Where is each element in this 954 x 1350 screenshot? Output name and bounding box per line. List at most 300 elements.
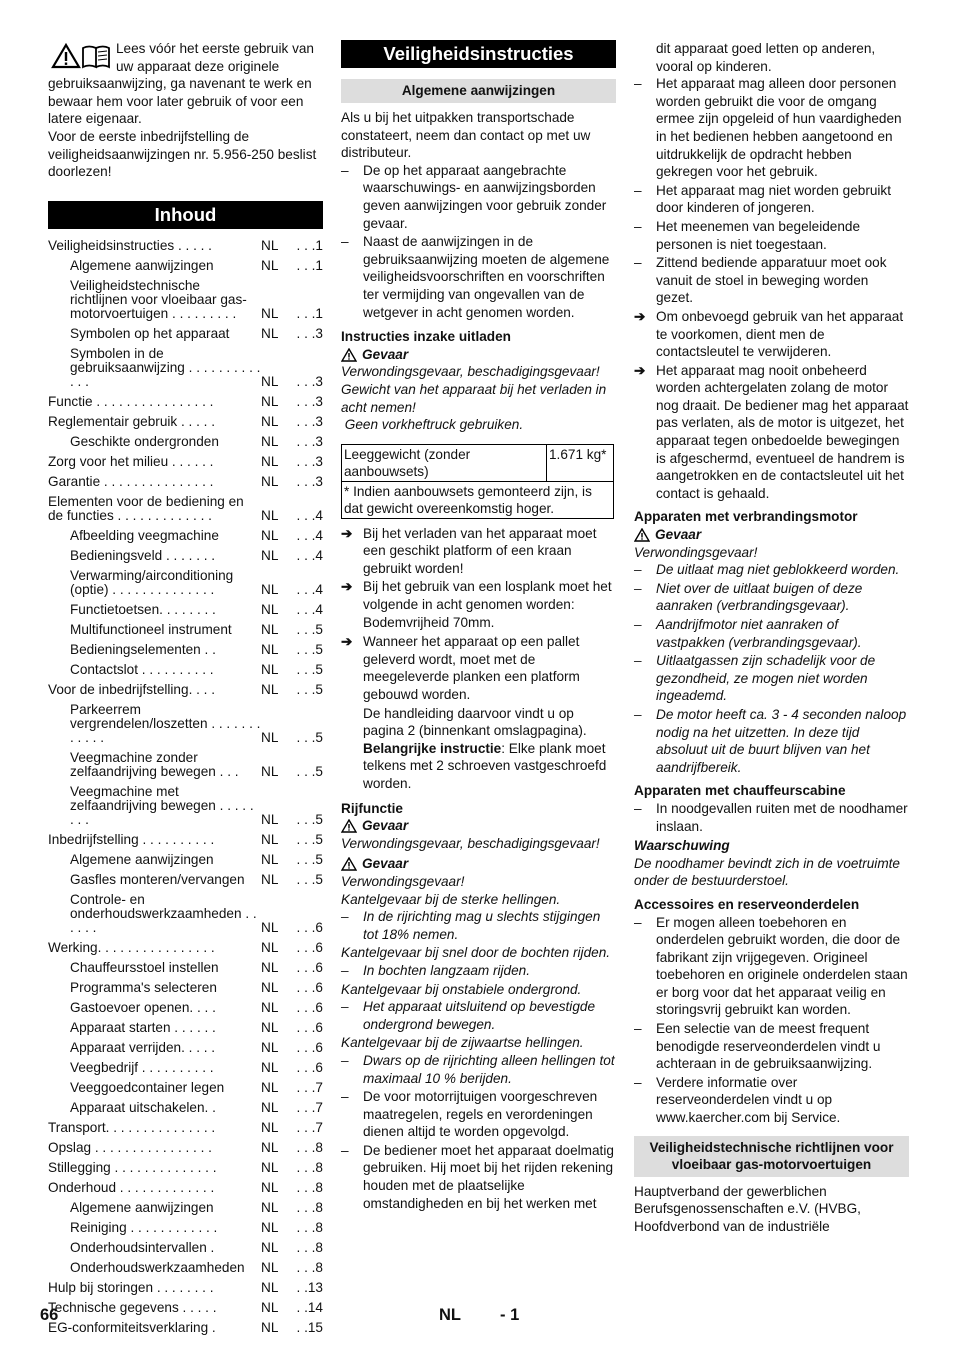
toc-entry[interactable] bbox=[48, 415, 323, 429]
toc-entry-title: Apparaat uitschakelen bbox=[70, 1099, 205, 1115]
toc-entry-title: Werking bbox=[48, 939, 98, 955]
toc-entry-title: Veiligheidstechnische richtlijnen voor vloeibaar gas-motorvoertuigen bbox=[70, 277, 247, 321]
toc-entry[interactable] bbox=[48, 941, 323, 955]
toc-entry-title: Gasfles monteren/vervangen bbox=[70, 871, 245, 887]
toc-entry-page: . . .8 bbox=[296, 1139, 323, 1155]
toc-entry-page: . . .4 bbox=[296, 601, 323, 617]
tip-list bbox=[341, 962, 616, 980]
toc-entry-title: Elementen voor de bediening en de functies bbox=[48, 493, 244, 523]
toc-entry-page: . . .6 bbox=[296, 1039, 323, 1055]
arrow-item: ➔ Het apparaat mag nooit onbeheerd worden achtergelaten zolang de motor nog draait. De bediener mag het apparaat pas verlaten, als de motor is uitgezet, het apparaat tegen onbedoelde bewegingen is afgeschermd, eventueel de handrem is aangetrokken en de contactsleutel uit het contact is gehaald. bbox=[634, 362, 909, 501]
arrow-icon: ➔ bbox=[341, 634, 353, 650]
toc-entry-title: Inbedrijfstelling bbox=[48, 831, 139, 847]
toc-entry-lang: NL bbox=[261, 999, 279, 1015]
toc-entry[interactable] bbox=[48, 981, 323, 995]
toc-entry-lang: NL bbox=[261, 681, 279, 697]
toc-entry-page: . . .1 bbox=[296, 305, 323, 321]
toc-entry[interactable] bbox=[48, 1141, 323, 1155]
toc-entry-page: . . .4 bbox=[296, 527, 323, 543]
lpg-text: Hauptverband der gewerblichen Berufsgenossenschaften e.V. (HVBG, Hoofdverbond van de industriële bbox=[634, 1183, 861, 1234]
tip: Kantelgevaar bij snel door de bochten rijden. bbox=[341, 945, 611, 961]
toc-entry-dots: . . . . . bbox=[177, 413, 215, 429]
toc-entry[interactable] bbox=[48, 961, 323, 975]
toc-entry-lang: NL bbox=[261, 325, 279, 341]
toc-entry-page: . . .3 bbox=[296, 433, 323, 449]
toc-entry-title: Controle- en onderhoudswerkzaamheden bbox=[70, 891, 242, 921]
toc-entry-title: Veegmachine zonder zelfaandrijving bewegen bbox=[70, 749, 216, 779]
toc-entry[interactable] bbox=[48, 435, 323, 449]
toc-entry[interactable] bbox=[48, 1101, 323, 1115]
page-number: 66 bbox=[40, 1306, 59, 1324]
toc-entry-page: . . .5 bbox=[296, 641, 323, 657]
toc-entry[interactable] bbox=[48, 475, 323, 489]
toc-entry-lang: NL bbox=[261, 601, 279, 617]
toc-entry-dots: . . . . . . . . . . . . . . . bbox=[100, 473, 214, 489]
toc-entry-lang: NL bbox=[261, 1139, 279, 1155]
toc-entry-title: Zorg voor het milieu bbox=[48, 453, 169, 469]
toc-title: Inhoud bbox=[48, 201, 323, 229]
list-item: – In bochten langzaam rijden. bbox=[341, 962, 616, 980]
warning-text: De noodhamer bevindt zich in de voetruimte onder de bestuurderstoel. bbox=[634, 855, 900, 889]
toc-entry-title: Bedieningsveld bbox=[70, 547, 163, 563]
toc-entry-dots: . . . . . . . . bbox=[159, 601, 216, 617]
toc-entry[interactable] bbox=[48, 1081, 323, 1095]
toc-entry[interactable] bbox=[48, 1241, 323, 1255]
tip-list bbox=[341, 998, 616, 1033]
toc-entry[interactable] bbox=[48, 395, 323, 409]
list-item: – In noodgevallen ruiten met de noodhamer inslaan. bbox=[634, 800, 909, 835]
cabin-list bbox=[634, 800, 909, 835]
toc-entry-lang: NL bbox=[261, 729, 279, 745]
toc-entry[interactable] bbox=[48, 1161, 323, 1175]
toc-entry-lang: NL bbox=[261, 305, 279, 321]
toc-entry[interactable] bbox=[48, 1261, 323, 1275]
toc-entry-page: . .15 bbox=[296, 1319, 323, 1335]
toc-entry-dots: . . . . . bbox=[178, 1299, 217, 1315]
toc-entry-lang: NL bbox=[261, 433, 279, 449]
toc-entry-page: . . .7 bbox=[296, 1119, 323, 1135]
toc-entry-dots: . . . . . . bbox=[70, 905, 257, 935]
toc-entry-title: Gastoevoer openen bbox=[70, 999, 190, 1015]
toc-entry[interactable] bbox=[48, 1301, 323, 1315]
toc-entry-title: Apparaat starten bbox=[70, 1019, 171, 1035]
toc-entry-lang: NL bbox=[261, 413, 279, 429]
left-column bbox=[48, 40, 323, 1341]
list-item-continued: dit apparaat goed letten op anderen, vooral op kinderen. bbox=[656, 41, 876, 74]
toc-entry-page: . . .1 bbox=[296, 237, 323, 253]
toc-entry-dots: . . . . bbox=[188, 681, 215, 697]
toc-entry-lang: NL bbox=[261, 453, 279, 469]
toc-entry-page: . . .3 bbox=[296, 473, 323, 489]
list-item: – Naast de aanwijzingen in de gebruiksaanwijzing moeten de algemene veiligheidsvoorschriften en voorschriften ter vermijding van ongevallen van de wetgever in acht genomen worden. bbox=[341, 233, 616, 321]
toc-entry-lang: NL bbox=[261, 1239, 279, 1255]
intro-paragraph-2: Voor de eerste inbedrijfstelling de veiligheidsaanwijzingen nr. 5.956-250 beslist doorlezen! bbox=[48, 128, 317, 180]
toc-entry-title: Technische gegevens bbox=[48, 1299, 179, 1315]
toc-entry-title: Reiniging bbox=[70, 1219, 127, 1235]
toc-entry-title: Veeggoedcontainer legen bbox=[70, 1079, 225, 1095]
list-item: – Niet over de uitlaat buigen of deze aanraken (verbrandingsgevaar). bbox=[634, 580, 909, 615]
toc-entry-title: Garantie bbox=[48, 473, 101, 489]
danger-label: Gevaar bbox=[341, 346, 616, 364]
driving-heading: Rijfunctie bbox=[341, 800, 403, 816]
toc-entry[interactable] bbox=[48, 873, 323, 887]
toc-entry-dots: . . . . . . . . . . . . . . bbox=[110, 1159, 217, 1175]
unload-cont: De handleiding daarvoor vindt u op pagina 2 (binnenkant omslagpagina). bbox=[363, 705, 587, 739]
toc-entry-page: . . .4 bbox=[296, 581, 323, 597]
toc-entry-page: . . .5 bbox=[296, 661, 323, 677]
toc-entry-dots: . . . . . . . . . . bbox=[138, 1059, 214, 1075]
list-item: – Een selectie van de meest frequent benodigde reserveonderdelen vindt u achteraan in de gebruiksaanwijzing. bbox=[634, 1020, 909, 1073]
toc-entry-page: . . .7 bbox=[296, 1099, 323, 1115]
toc-entry[interactable] bbox=[48, 603, 323, 617]
lpg-heading: Veiligheidstechnische richtlijnen voor vloeibaar gas-motorvoertuigen bbox=[634, 1136, 909, 1177]
toc-entry-page: . .13 bbox=[296, 1279, 323, 1295]
tip: Kantelgevaar bij de sterke hellingen. bbox=[341, 891, 561, 907]
weight-value: 1.671 kg* bbox=[547, 444, 614, 481]
weight-table bbox=[341, 444, 614, 519]
toc-entry-title: Reglementair gebruik bbox=[48, 413, 178, 429]
driving-list-continued bbox=[634, 75, 909, 307]
toc-entry-page: . . .5 bbox=[296, 831, 323, 847]
toc-entry-lang: NL bbox=[261, 939, 279, 955]
arrow-icon: ➔ bbox=[341, 579, 353, 595]
general-heading: Algemene aanwijzingen bbox=[341, 79, 616, 103]
toc-entry[interactable] bbox=[48, 893, 323, 935]
list-item: – Het meenemen van begeleidende personen is niet toegestaan. bbox=[634, 218, 909, 253]
tip-list bbox=[341, 1052, 616, 1087]
list-item: – Uitlaatgassen zijn schadelijk voor de gezondheid, ze mogen niet worden ingeademd. bbox=[634, 652, 909, 705]
toc-entry-lang: NL bbox=[261, 1219, 279, 1235]
toc-entry-lang: NL bbox=[261, 1119, 279, 1135]
toc-entry-dots: . . . . . bbox=[181, 1039, 216, 1055]
toc-entry-page: . . .8 bbox=[296, 1259, 323, 1275]
toc-entry-dots: . . . . . . bbox=[168, 453, 214, 469]
list-item: – Zittend bediende apparatuur moet ook vanuit de stoel in beweging worden gezet. bbox=[634, 254, 909, 307]
toc-entry-lang: NL bbox=[261, 1259, 279, 1275]
toc-entry-lang: NL bbox=[261, 1199, 279, 1215]
toc-entry[interactable] bbox=[48, 1121, 323, 1135]
toc-entry-title: Bedieningselementen bbox=[70, 641, 201, 657]
toc-entry-title: Algemene aanwijzingen bbox=[70, 1199, 214, 1215]
toc-entry-title: Algemene aanwijzingen bbox=[70, 851, 214, 867]
weight-label: Leeggewicht (zonder aanbouwsets) bbox=[342, 444, 547, 481]
toc-entry-title: Stillegging bbox=[48, 1159, 111, 1175]
general-intro: Als u bij het uitpakken transportschade constateert, neem dan contact op met uw distributeur. bbox=[341, 110, 591, 161]
toc-entry-lang: NL bbox=[261, 851, 279, 867]
list-item: – Aandrijfmotor niet aanraken of vastpakken (verbrandingsgevaar). bbox=[634, 616, 909, 651]
toc-entry-title: Verwarming/airconditioning (optie) bbox=[70, 567, 234, 597]
unload-heading: Instructies inzake uitladen bbox=[341, 329, 511, 345]
toc-entry-dots: . . . . . . . . . . . . bbox=[70, 715, 261, 745]
table-of-contents bbox=[48, 239, 323, 1335]
toc-entry-lang: NL bbox=[261, 1079, 279, 1095]
toc-entry-page: . . .8 bbox=[296, 1239, 323, 1255]
accessories-heading: Accessoires en reserveonderdelen bbox=[634, 896, 860, 912]
toc-entry-dots: . . . . . . . . . . . . . . . . bbox=[92, 393, 214, 409]
toc-entry-title: Opslag bbox=[48, 1139, 92, 1155]
toc-entry[interactable] bbox=[48, 495, 323, 523]
toc-entry[interactable] bbox=[48, 683, 323, 697]
toc-entry-page: . . .3 bbox=[296, 373, 323, 389]
toc-entry-title: Chauffeursstoel instellen bbox=[70, 959, 219, 975]
toc-entry-page: . . .6 bbox=[296, 1059, 323, 1075]
toc-entry-dots: . . . . . . . . . . bbox=[138, 661, 214, 677]
toc-entry[interactable] bbox=[48, 663, 323, 677]
important-note: Belangrijke instructie: Elke plank moet telkens met 2 schroeven vastgeschroefd worden. bbox=[363, 740, 607, 791]
arrow-icon: ➔ bbox=[634, 308, 646, 324]
toc-entry[interactable] bbox=[48, 643, 323, 657]
toc-entry[interactable] bbox=[48, 1201, 323, 1215]
list-item: – De op het apparaat aangebrachte waarschuwings- en aanwijzingsborden geven aanwijzingen voor gebruik zonder gevaar. bbox=[341, 162, 616, 232]
driving-danger-text: Verwondingsgevaar, beschadigingsgevaar! bbox=[341, 835, 600, 851]
manual-book-icon bbox=[81, 43, 111, 69]
toc-entry-dots: . . bbox=[204, 1099, 216, 1115]
engine-list bbox=[634, 561, 909, 776]
toc-entry-dots: . . . . . . . bbox=[162, 547, 216, 563]
toc-entry-lang: NL bbox=[261, 919, 279, 935]
general-list bbox=[341, 162, 616, 321]
right-column bbox=[634, 40, 909, 1235]
toc-entry-lang: NL bbox=[261, 1019, 279, 1035]
toc-entry-page: . .14 bbox=[296, 1299, 323, 1315]
toc-entry-page: . . .5 bbox=[296, 621, 323, 637]
arrow-item: ➔ Om onbevoegd gebruik van het apparaat te voorkomen, dient men de contactsleutel te verwijderen. bbox=[634, 308, 904, 360]
toc-entry-title: Multifunctioneel instrument bbox=[70, 621, 232, 637]
toc-entry-page: . . .6 bbox=[296, 979, 323, 995]
toc-entry-dots: . . . . . . . . . . . . . . . bbox=[105, 1119, 216, 1135]
safety-title: Veiligheidsinstructies bbox=[341, 40, 616, 68]
accessories-list bbox=[634, 914, 909, 1127]
toc-entry-lang: NL bbox=[261, 763, 279, 779]
footer-lang: NL bbox=[439, 1306, 461, 1324]
toc-entry-lang: NL bbox=[261, 831, 279, 847]
intro-icons bbox=[48, 40, 114, 70]
toc-entry-title: Hulp bij storingen bbox=[48, 1279, 154, 1295]
toc-entry-page: . . .3 bbox=[296, 453, 323, 469]
toc-entry-lang: NL bbox=[261, 507, 279, 523]
engine-danger-text: Verwondingsgevaar! bbox=[634, 544, 758, 560]
toc-entry-title: Veegmachine met zelfaandrijving bewegen bbox=[70, 783, 216, 813]
list-item: – De bediener moet het apparaat doelmatig gebruiken. Hij moet bij het rijden rekening houden met de plaatselijke omstandigheden en bij het werken met bbox=[341, 1142, 616, 1212]
intro-paragraph: Lees vóór het eerste gebruik van uw apparaat deze originele gebruiksaanwijzing, ga navenant te werk en bewaar hem voor later gebruik of voor een latere eigenaar. bbox=[48, 41, 314, 127]
toc-entry-page: . . .4 bbox=[296, 547, 323, 563]
toc-entry[interactable] bbox=[48, 455, 323, 469]
toc-entry-page: . . .7 bbox=[296, 1079, 323, 1095]
toc-entry-dots: . . bbox=[200, 641, 216, 657]
toc-entry-title: Transport bbox=[48, 1119, 106, 1135]
arrow-item: ➔ Wanneer het apparaat op een pallet geleverd wordt, moet met de meegeleverde planken een platform gebouwd worden. bbox=[341, 634, 580, 703]
toc-entry-page: . . .6 bbox=[296, 939, 323, 955]
tip: Kantelgevaar bij onstabiele ondergrond. bbox=[341, 981, 582, 997]
list-item: – De uitlaat mag niet geblokkeerd worden. bbox=[634, 561, 909, 579]
list-item: – Het apparaat mag niet worden gebruikt door kinderen of jongeren. bbox=[634, 182, 909, 217]
toc-entry-lang: NL bbox=[261, 473, 279, 489]
toc-entry-dots: . . . . . . . . . . . . . . . . bbox=[97, 939, 215, 955]
danger-triangle-icon bbox=[634, 528, 650, 542]
toc-entry-page: . . .6 bbox=[296, 999, 323, 1015]
toc-entry-lang: NL bbox=[261, 257, 279, 273]
cabin-heading: Apparaten met chauffeurscabine bbox=[634, 783, 846, 799]
arrow-icon: ➔ bbox=[341, 525, 353, 541]
toc-entry-page: . . .6 bbox=[296, 959, 323, 975]
toc-entry-lang: NL bbox=[261, 237, 279, 253]
toc-entry-title: Voor de inbedrijfstelling bbox=[48, 681, 189, 697]
toc-entry-dots: . . . . . . . . bbox=[153, 1279, 214, 1295]
toc-entry-lang: NL bbox=[261, 661, 279, 677]
list-item: – Dwars op de rijrichting alleen hellingen tot maximaal 10 % berijden. bbox=[341, 1052, 616, 1087]
toc-entry-title: Programma's selecteren bbox=[70, 979, 217, 995]
toc-entry-page: . . .1 bbox=[296, 257, 323, 273]
list-item: – De voor motorrijtuigen voorgeschreven maatregelen, regels en verordeningen dienen altijd te worden opgevolgd. bbox=[341, 1088, 616, 1141]
toc-entry-page: . . .5 bbox=[296, 871, 323, 887]
list-item: – Het apparaat mag alleen door personen worden gebruikt die voor de omgang ermee zijn opgeleid of hun vaardigheden in het bedienen hebben aangetoond en uitdrukkelijk de opdracht hebben gekregen voor het gebruik. bbox=[634, 75, 909, 181]
toc-entry-lang: NL bbox=[261, 1059, 279, 1075]
danger-triangle-icon bbox=[341, 348, 357, 362]
toc-entry[interactable] bbox=[48, 549, 323, 563]
toc-entry-dots: . . . . bbox=[189, 999, 216, 1015]
toc-entry[interactable] bbox=[48, 1281, 323, 1295]
danger-label: Gevaar bbox=[634, 526, 909, 544]
toc-entry-lang: NL bbox=[261, 871, 279, 887]
toc-entry[interactable] bbox=[48, 529, 323, 543]
list-item: – Het apparaat uitsluitend op bevestigde ondergrond bewegen. bbox=[341, 998, 616, 1033]
toc-entry[interactable] bbox=[48, 1041, 323, 1055]
toc-entry-page: . . .5 bbox=[296, 763, 323, 779]
toc-entry-title: Onderhoud bbox=[48, 1179, 117, 1195]
toc-entry[interactable] bbox=[48, 279, 323, 321]
toc-entry-page: . . .5 bbox=[296, 681, 323, 697]
toc-entry-lang: NL bbox=[261, 581, 279, 597]
toc-entry-lang: NL bbox=[261, 1159, 279, 1175]
toc-entry-dots: . . . . . . bbox=[170, 1019, 216, 1035]
driving-danger-text: Verwondingsgevaar! bbox=[341, 873, 465, 889]
toc-entry[interactable] bbox=[48, 1181, 323, 1195]
unload-danger-text: Gewicht van het apparaat bij het verladen in acht nemen! bbox=[341, 381, 607, 415]
toc-entry[interactable] bbox=[48, 1321, 323, 1335]
list-item: – Verdere informatie over reserveonderdelen vindt u op www.kaercher.com bij Service. bbox=[634, 1074, 909, 1127]
toc-entry-title: Parkeerrem vergrendelen/loszetten bbox=[70, 701, 208, 731]
toc-entry-lang: NL bbox=[261, 527, 279, 543]
arrow-icon: ➔ bbox=[634, 362, 646, 378]
toc-entry-lang: NL bbox=[261, 1039, 279, 1055]
middle-column bbox=[341, 40, 616, 1213]
toc-entry-lang: NL bbox=[261, 393, 279, 409]
toc-entry[interactable] bbox=[48, 327, 323, 341]
warning-label: Waarschuwing bbox=[634, 838, 730, 854]
toc-entry-page: . . .3 bbox=[296, 413, 323, 429]
toc-entry[interactable] bbox=[48, 785, 323, 827]
list-item: – Er mogen alleen toebehoren en onderdelen gebruikt worden, die door de fabrikant zijn vrijgegeven. Origineel toebehoren en originele onderdelen staan er borg voor dat het apparaat veilig en storingsvrij gebruikt kan worden. bbox=[634, 914, 909, 1020]
engine-heading: Apparaten met verbrandingsmotor bbox=[634, 509, 858, 525]
unload-danger-text: Verwondingsgevaar, beschadigingsgevaar! bbox=[341, 364, 600, 380]
footer-section: - 1 bbox=[500, 1306, 520, 1324]
toc-entry-title: Algemene aanwijzingen bbox=[70, 257, 214, 273]
toc-entry-lang: NL bbox=[261, 979, 279, 995]
toc-entry[interactable] bbox=[48, 703, 323, 745]
unload-danger-text: Geen vorkheftruck gebruiken. bbox=[341, 417, 524, 433]
toc-entry-dots: . . . . . . . . . . . . . bbox=[70, 359, 261, 389]
toc-entry-title: Symbolen in de gebruiksaanwijzing bbox=[70, 345, 185, 375]
toc-entry-lang: NL bbox=[261, 1299, 279, 1315]
toc-entry-dots: . bbox=[206, 1239, 215, 1255]
toc-entry-title: EG-conformiteitsverklaring bbox=[48, 1319, 209, 1335]
toc-entry-title: Apparaat verrijden bbox=[70, 1039, 182, 1055]
toc-entry-page: . . .5 bbox=[296, 811, 323, 827]
danger-label: Gevaar bbox=[341, 855, 616, 873]
toc-entry[interactable] bbox=[48, 347, 323, 389]
toc-entry-page: . . .8 bbox=[296, 1199, 323, 1215]
toc-entry-lang: NL bbox=[261, 1179, 279, 1195]
toc-entry[interactable] bbox=[48, 569, 323, 597]
danger-triangle-icon bbox=[341, 819, 357, 833]
toc-entry-title: Onderhoudswerkzaamheden bbox=[70, 1259, 245, 1275]
intro-block bbox=[48, 40, 323, 181]
toc-entry-page: . . .5 bbox=[296, 729, 323, 745]
toc-entry-lang: NL bbox=[261, 1319, 279, 1335]
toc-entry-page: . . .5 bbox=[296, 851, 323, 867]
toc-entry-lang: NL bbox=[261, 1099, 279, 1115]
arrow-item: ➔ Bij het gebruik van een losplank moet het volgende in acht genomen worden: Bodemvrijheid 70mm. bbox=[341, 579, 612, 630]
toc-entry-dots: . . . . . . . . bbox=[70, 797, 254, 827]
toc-entry-title: Functietoetsen bbox=[70, 601, 160, 617]
toc-entry-page: . . .3 bbox=[296, 393, 323, 409]
weight-note: * Indien aanbouwsets gemonteerd zijn, is dat gewicht overeenkomstig hoger. bbox=[342, 481, 614, 518]
toc-entry[interactable] bbox=[48, 623, 323, 637]
toc-entry-lang: NL bbox=[261, 959, 279, 975]
toc-entry-lang: NL bbox=[261, 1279, 279, 1295]
toc-entry[interactable] bbox=[48, 1061, 323, 1075]
toc-entry[interactable] bbox=[48, 1221, 323, 1235]
toc-entry-dots: . . . . . . . . . . . . . bbox=[113, 507, 212, 523]
warning-triangle-icon bbox=[51, 43, 81, 69]
toc-entry[interactable] bbox=[48, 751, 323, 779]
toc-entry-dots: . . . . . . . . . . . . . . . . bbox=[91, 1139, 212, 1155]
toc-entry[interactable] bbox=[48, 1001, 323, 1015]
toc-entry[interactable] bbox=[48, 1021, 323, 1035]
toc-entry-title: Veiligheidsinstructies bbox=[48, 237, 175, 253]
toc-entry-title: Afbeelding veegmachine bbox=[70, 527, 219, 543]
toc-entry-page: . . .8 bbox=[296, 1179, 323, 1195]
toc-entry-title: Onderhoudsintervallen bbox=[70, 1239, 207, 1255]
toc-entry-page: . . .8 bbox=[296, 1219, 323, 1235]
toc-entry-dots: . . . bbox=[215, 763, 239, 779]
tip: Kantelgevaar bij de zijwaartse hellingen. bbox=[341, 1035, 584, 1051]
toc-entry-dots: . . . . . . . . . . bbox=[138, 831, 215, 847]
toc-entry-lang: NL bbox=[261, 373, 279, 389]
toc-entry-page: . . .4 bbox=[296, 507, 323, 523]
toc-entry-dots: . . . . . . . . . . . . . bbox=[116, 1179, 215, 1195]
toc-entry-page: . . .8 bbox=[296, 1159, 323, 1175]
toc-entry-title: Functie bbox=[48, 393, 93, 409]
danger-label: Gevaar bbox=[341, 817, 616, 835]
toc-entry-dots: . . . . . bbox=[174, 237, 212, 253]
toc-entry-dots: . . . . . . . . . bbox=[168, 305, 237, 321]
toc-entry[interactable] bbox=[48, 853, 323, 867]
toc-entry-page: . . .3 bbox=[296, 325, 323, 341]
list-item: – In de rijrichting mag u slechts stijgingen tot 18% nemen. bbox=[341, 908, 616, 943]
toc-entry-lang: NL bbox=[261, 621, 279, 637]
toc-entry-lang: NL bbox=[261, 641, 279, 657]
toc-entry[interactable] bbox=[48, 239, 323, 253]
tip-list bbox=[341, 908, 616, 943]
arrow-item: ➔ Bij het verladen van het apparaat moet een geschikt platform of een kraan gebruikt worden! bbox=[341, 525, 597, 576]
danger-triangle-icon bbox=[341, 857, 357, 871]
toc-entry[interactable] bbox=[48, 833, 323, 847]
toc-entry[interactable] bbox=[48, 259, 323, 273]
toc-entry-title: Geschikte ondergronden bbox=[70, 433, 219, 449]
toc-entry-dots: . . . . . . . . . . . . . . bbox=[108, 581, 215, 597]
toc-entry-title: Symbolen op het apparaat bbox=[70, 325, 230, 341]
